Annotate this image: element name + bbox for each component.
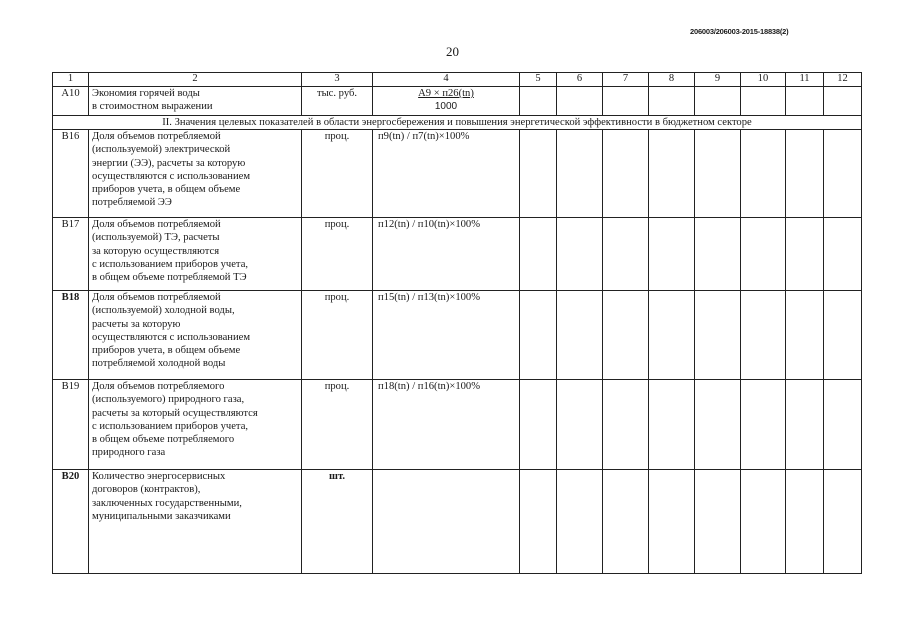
row-name — [89, 218, 302, 291]
column-number: 5 — [520, 73, 557, 87]
section-row — [53, 116, 862, 130]
row-name-line: заключенных государственными, — [92, 497, 242, 509]
row-name-line: с использованием приборов учета, — [92, 258, 249, 270]
row-name-line: за которую осуществляются — [92, 245, 220, 257]
row-unit: шт. — [302, 470, 373, 574]
row-code: А10 — [53, 87, 89, 116]
row-code: В19 — [53, 380, 89, 470]
row-unit: проц. — [302, 291, 373, 380]
row-name-line: Доля объемов потребляемой — [92, 219, 221, 231]
row-name-line: потребляемой ЭЭ — [92, 197, 172, 209]
row-unit: тыс. руб. — [302, 87, 373, 116]
row-code: В17 — [53, 218, 89, 291]
row-name-line: Доля объемов потребляемой — [92, 292, 221, 304]
table-row — [53, 470, 862, 574]
column-number: 2 — [89, 73, 302, 87]
section-heading: II. Значения целевых показателей в области энергосбережения и повышения энергетической эффективности в бюджетном секторе — [53, 116, 862, 130]
table-row — [53, 130, 862, 218]
row-name-line: (используемой) холодной воды, — [92, 305, 235, 317]
row-name-line: договоров (контрактов), — [92, 484, 201, 496]
row-name — [89, 470, 302, 574]
row-name — [89, 87, 302, 116]
row-name — [89, 380, 302, 470]
column-number: 3 — [302, 73, 373, 87]
column-number: 11 — [786, 73, 824, 87]
column-number-row — [53, 73, 862, 87]
table-row — [53, 87, 862, 116]
column-number: 10 — [741, 73, 786, 87]
column-number: 12 — [824, 73, 862, 87]
table-row — [53, 291, 862, 380]
row-name-line: Количество энергосервисных — [92, 471, 226, 483]
row-formula: п12(tn) / п10(tn)×100% — [373, 218, 520, 291]
column-number: 8 — [649, 73, 695, 87]
row-name-line: (используемой) электрической — [92, 144, 231, 156]
row-name-line: энергии (ЭЭ), расчеты за которую — [92, 157, 246, 169]
row-name-line: осуществляются с использованием — [92, 170, 251, 182]
formula-numerator: А9 × п26(tn) — [418, 88, 474, 99]
row-code: В20 — [53, 470, 89, 574]
row-name-line: в общем объеме потребляемого — [92, 434, 235, 446]
row-name-line: (используемой) ТЭ, расчеты — [92, 232, 220, 244]
table-row — [53, 380, 862, 470]
row-name — [89, 291, 302, 380]
row-formula: п15(tn) / п13(tn)×100% — [373, 291, 520, 380]
row-name — [89, 130, 302, 218]
row-formula — [373, 470, 520, 574]
formula-denominator: 1000 — [434, 101, 458, 113]
row-code: В18 — [53, 291, 89, 380]
row-name-line: осуществляются с использованием — [92, 331, 251, 343]
row-name-line: природного газа — [92, 447, 166, 459]
row-name-line: Экономия горячей воды — [92, 88, 200, 99]
row-name-line: муниципальными заказчиками — [92, 510, 231, 522]
row-name-line: в стоимостном выражении — [92, 101, 213, 113]
row-name-line: приборов учета, в общем объеме — [92, 184, 241, 196]
row-name-line: расчеты за которую — [92, 318, 181, 330]
row-formula: п18(tn) / п16(tn)×100% — [373, 380, 520, 470]
row-unit: проц. — [302, 380, 373, 470]
column-number: 1 — [53, 73, 89, 87]
row-unit: проц. — [302, 218, 373, 291]
row-formula — [373, 87, 520, 116]
row-name-line: с использованием приборов учета, — [92, 420, 249, 432]
column-number: 6 — [557, 73, 603, 87]
row-name-line: Доля объемов потребляемой — [92, 131, 221, 143]
table-row — [53, 218, 862, 291]
column-number: 7 — [603, 73, 649, 87]
document-id: 206003/206003-2015-18838(2) — [690, 27, 789, 36]
row-name-line: потребляемой холодной воды — [92, 358, 226, 370]
row-name-line: в общем объеме потребляемой ТЭ — [92, 272, 247, 284]
row-formula: п9(tn) / п7(tn)×100% — [373, 130, 520, 218]
row-name-line: (используемого) природного газа, — [92, 394, 245, 406]
row-name-line: расчеты за который осуществляются — [92, 407, 258, 419]
row-name-line: Доля объемов потребляемого — [92, 381, 225, 393]
column-number: 9 — [695, 73, 741, 87]
row-name-line: приборов учета, в общем объеме — [92, 345, 241, 357]
row-unit: проц. — [302, 130, 373, 218]
page-number: 20 — [446, 44, 459, 59]
indicators-table — [52, 72, 862, 574]
column-number: 4 — [373, 73, 520, 87]
row-code: В16 — [53, 130, 89, 218]
